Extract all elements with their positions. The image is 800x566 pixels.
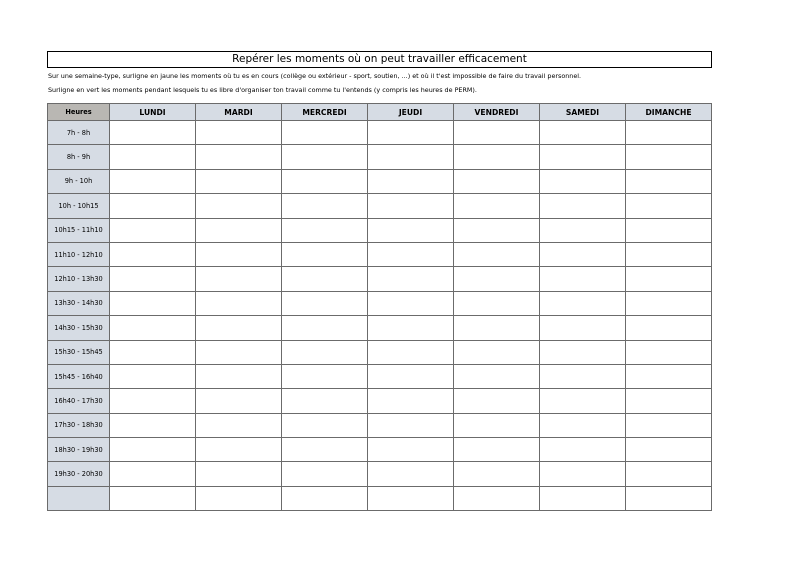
schedule-cell[interactable] [282,486,368,510]
table-row [48,291,712,315]
time-slot-label: 15h45 - 16h40 [48,364,110,388]
schedule-cell[interactable] [454,364,540,388]
header-row [48,104,712,121]
schedule-cell[interactable] [368,291,454,315]
instruction-yellow: Sur une semaine-type, surligne en jaune les moments où tu es en cours (collège ou extérieur - sport, soutien, ...) et où il t'est impossible de faire du travail personnel. [48,72,582,80]
schedule-cell[interactable] [368,462,454,486]
schedule-cell[interactable] [282,121,368,145]
schedule-cell[interactable] [540,364,626,388]
time-slot-label: 10h15 - 11h10 [48,218,110,242]
schedule-cell[interactable] [110,218,196,242]
schedule-cell[interactable] [626,145,712,169]
table-row [48,169,712,193]
schedule-cell[interactable] [282,364,368,388]
schedule-cell[interactable] [626,462,712,486]
page-title: Repérer les moments où on peut travailler efficacement [47,51,712,68]
schedule-cell[interactable] [282,438,368,462]
schedule-cell[interactable] [110,242,196,266]
day-header-monday: LUNDI [110,104,196,121]
schedule-cell[interactable] [282,413,368,437]
schedule-cell[interactable] [110,438,196,462]
schedule-cell[interactable] [626,438,712,462]
time-slot-label: 11h10 - 12h10 [48,242,110,266]
schedule-cell[interactable] [454,291,540,315]
schedule-cell[interactable] [454,194,540,218]
schedule-cell[interactable] [196,389,282,413]
schedule-cell[interactable] [540,121,626,145]
schedule-cell[interactable] [540,340,626,364]
schedule-cell[interactable] [540,194,626,218]
schedule-cell[interactable] [110,389,196,413]
schedule-cell[interactable] [454,486,540,510]
schedule-cell[interactable] [454,438,540,462]
schedule-cell[interactable] [110,145,196,169]
time-slot-label: 15h30 - 15h45 [48,340,110,364]
schedule-cell[interactable] [196,194,282,218]
schedule-cell[interactable] [196,169,282,193]
schedule-cell[interactable] [540,267,626,291]
schedule-cell[interactable] [110,121,196,145]
schedule-cell[interactable] [540,462,626,486]
table-row [48,486,712,510]
table-row [48,364,712,388]
schedule-cell[interactable] [368,194,454,218]
day-header-wednesday: MERCREDI [282,104,368,121]
schedule-cell[interactable] [368,242,454,266]
schedule-cell[interactable] [540,169,626,193]
schedule-cell[interactable] [454,389,540,413]
schedule-cell[interactable] [454,462,540,486]
time-slot-label: 7h - 8h [48,121,110,145]
time-slot-label: 19h30 - 20h30 [48,462,110,486]
time-slot-label [48,486,110,510]
day-header-thursday: JEUDI [368,104,454,121]
schedule-cell[interactable] [196,486,282,510]
schedule-cell[interactable] [196,218,282,242]
schedule-body [48,121,712,511]
schedule-cell[interactable] [368,218,454,242]
schedule-cell[interactable] [540,413,626,437]
schedule-cell[interactable] [110,194,196,218]
schedule-cell[interactable] [368,267,454,291]
schedule-cell[interactable] [282,389,368,413]
day-header-tuesday: MARDI [196,104,282,121]
time-slot-label: 16h40 - 17h30 [48,389,110,413]
schedule-cell[interactable] [368,121,454,145]
schedule-cell[interactable] [282,145,368,169]
time-slot-label: 13h30 - 14h30 [48,291,110,315]
schedule-cell[interactable] [454,121,540,145]
schedule-cell[interactable] [196,413,282,437]
schedule-cell[interactable] [626,121,712,145]
schedule-cell[interactable] [282,316,368,340]
schedule-cell[interactable] [454,340,540,364]
time-slot-label: 9h - 10h [48,169,110,193]
schedule-cell[interactable] [626,169,712,193]
table-row [48,242,712,266]
table-row [48,413,712,437]
schedule-cell[interactable] [196,364,282,388]
table-row [48,267,712,291]
schedule-cell[interactable] [540,389,626,413]
schedule-cell[interactable] [368,340,454,364]
schedule-cell[interactable] [454,413,540,437]
schedule-cell[interactable] [626,486,712,510]
schedule-cell[interactable] [540,218,626,242]
instruction-green: Surligne en vert les moments pendant lesquels tu es libre d'organiser ton travail comme tu l'entends (y compris les heures de PERM). [48,86,477,94]
schedule-cell[interactable] [626,389,712,413]
time-slot-label: 10h - 10h15 [48,194,110,218]
weekly-schedule-table [47,103,712,511]
schedule-cell[interactable] [454,316,540,340]
schedule-cell[interactable] [282,267,368,291]
schedule-cell[interactable] [540,242,626,266]
schedule-cell[interactable] [626,291,712,315]
schedule-cell[interactable] [454,169,540,193]
schedule-cell[interactable] [196,438,282,462]
table-row [48,121,712,145]
hours-column-header: Heures [48,104,110,121]
table-row [48,194,712,218]
table-row [48,389,712,413]
schedule-cell[interactable] [626,413,712,437]
table-row [48,218,712,242]
schedule-cell[interactable] [196,291,282,315]
schedule-cell[interactable] [368,438,454,462]
schedule-cell[interactable] [454,242,540,266]
schedule-cell[interactable] [196,242,282,266]
schedule-cell[interactable] [368,316,454,340]
schedule-cell[interactable] [368,413,454,437]
time-slot-label: 17h30 - 18h30 [48,413,110,437]
schedule-cell[interactable] [110,169,196,193]
schedule-cell[interactable] [454,218,540,242]
schedule-cell[interactable] [282,462,368,486]
schedule-cell[interactable] [110,486,196,510]
schedule-cell[interactable] [454,145,540,169]
schedule-cell[interactable] [282,291,368,315]
schedule-cell[interactable] [282,218,368,242]
schedule-cell[interactable] [110,316,196,340]
schedule-cell[interactable] [196,121,282,145]
day-header-saturday: SAMEDI [540,104,626,121]
table-row [48,340,712,364]
schedule-cell[interactable] [540,486,626,510]
schedule-cell[interactable] [110,291,196,315]
schedule-cell[interactable] [626,364,712,388]
time-slot-label: 18h30 - 19h30 [48,438,110,462]
schedule-cell[interactable] [540,291,626,315]
schedule-cell[interactable] [196,462,282,486]
schedule-cell[interactable] [110,364,196,388]
schedule-cell[interactable] [196,316,282,340]
table-row [48,462,712,486]
table-row [48,145,712,169]
table-row [48,438,712,462]
schedule-cell[interactable] [626,194,712,218]
schedule-cell[interactable] [626,218,712,242]
schedule-cell[interactable] [626,316,712,340]
schedule-cell[interactable] [626,340,712,364]
schedule-cell[interactable] [368,364,454,388]
day-header-friday: VENDREDI [454,104,540,121]
schedule-cell[interactable] [540,145,626,169]
schedule-cell[interactable] [454,267,540,291]
schedule-cell[interactable] [110,267,196,291]
schedule-cell[interactable] [368,169,454,193]
schedule-cell[interactable] [626,242,712,266]
time-slot-label: 12h10 - 13h30 [48,267,110,291]
schedule-cell[interactable] [110,462,196,486]
schedule-cell[interactable] [282,169,368,193]
schedule-cell[interactable] [540,438,626,462]
schedule-cell[interactable] [282,242,368,266]
schedule-cell[interactable] [282,340,368,364]
schedule-cell[interactable] [282,194,368,218]
schedule-cell[interactable] [368,486,454,510]
table-row [48,316,712,340]
schedule-cell[interactable] [196,340,282,364]
day-header-sunday: DIMANCHE [626,104,712,121]
time-slot-label: 14h30 - 15h30 [48,316,110,340]
schedule-cell[interactable] [368,145,454,169]
schedule-cell[interactable] [110,340,196,364]
schedule-cell[interactable] [196,267,282,291]
schedule-cell[interactable] [368,389,454,413]
schedule-cell[interactable] [626,267,712,291]
schedule-cell[interactable] [196,145,282,169]
time-slot-label: 8h - 9h [48,145,110,169]
schedule-cell[interactable] [540,316,626,340]
schedule-cell[interactable] [110,413,196,437]
